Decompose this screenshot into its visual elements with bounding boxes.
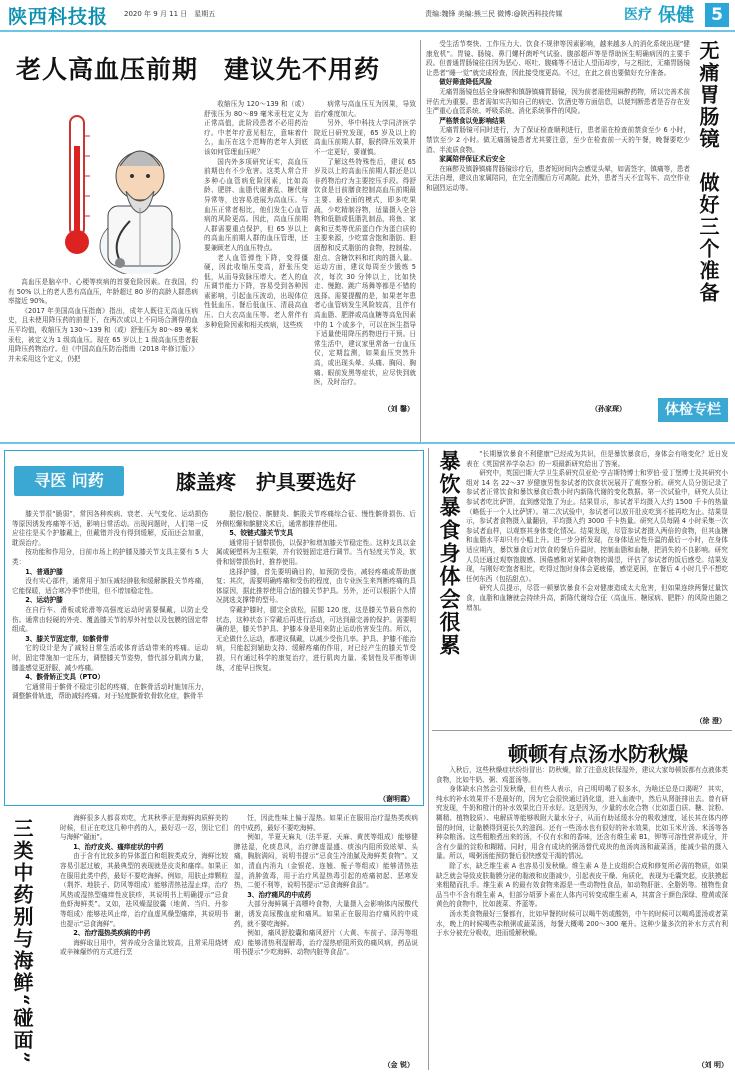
paragraph: 在自行车、滑板或轮滑等高强度运动时需要佩戴，以防止受伤。通常由轻硬的外壳、覆盖膝关节的厚外衬垫以及包膜的固定带组成。	[12, 605, 208, 634]
binge-byline: （徐 澄）	[695, 717, 726, 725]
paragraph: 例如，痛风舒胶囊和痛风舒片（大黄、车前子、泽泻等组成）能够清热利湿解毒，治疗湿热瘀阻所致的痛风病，药品说明书提示“少吃海鲜、动物内脏等食品”。	[234, 929, 418, 957]
paragraph: 没有实心部件，通常用于加压减轻肿胀和缓解髌股关节疼痛，它能保暖，适合寒冷季节使用，但不增加稳定性。	[12, 577, 208, 595]
paragraph: 了解这些特殊性后，建议 65 岁及以上的高血压前期人群还是以非药物治疗为主要控压手段。得舒饮食是目前膳食控制高血压前期最主要、最全面的模式，即多吃果蔬，少吃精制谷物，适量摄入全谷物和低脂或低脂乳制品，将鱼、家禽和豆类等优质蛋白作为蛋白质的主要来源，少吃富含饱和脂肪、胆固醇和反式脂肪的食物，控制盐、甜点、含糖饮料和红肉的摄入量。运动方面，建议每周至少锻炼 5 次，每次 30 分钟以上，比如快走、慢跑、跳广场舞等都是不错的选择。需要提醒的是，如果老年患者心血管病发生风险较高，且伴有高血脂、肥胖或高血糖等高危因素中的 1 个或多个，可以在医生指导下适量使用降压药物进行干预。日常生活中，建议家里常备一台血压仪，定期监测，如果血压突然升高，或出现头晕、头痛、胸闷、胸痛、眼前发黑等症状，应尽快到就医，及时治疗。	[314, 157, 416, 387]
tcm-byline: （金 锐）	[383, 1061, 414, 1069]
paragraph: 它的设计是为了减轻日常生活或体育活动带来的疼痛。运动时，固定带施加一定压力，调整膝关节姿势，替代部分肌肉力量，膝盖感觉更舒服，减少疼痛。	[12, 644, 208, 672]
paragraph: 汤水类食物最好三餐都有，比如早餐的时候可以喝牛奶或酸奶，中午的时候可以喝鸡蛋汤或者菜水，晚上的时候喝些杂粮粥或蔬菜汤，每餐大概喝 200～300 毫升。这种少量多次的补水方式有利于水分被充分吸收，进而缓解秋燥。	[436, 909, 728, 938]
page-number: 5	[705, 3, 729, 27]
section-badge: 保健	[658, 5, 694, 26]
article-divider	[432, 730, 732, 731]
subhead: 3、膝关节固定带，如髌骨带	[25, 634, 109, 643]
soup-headline: 顿顿有点汤水防秋燥	[508, 742, 688, 766]
masthead	[0, 0, 735, 34]
paragraph: 研究人员提示，尽管一顿暴饮暴食不会对健康造成太大危害，但如果连续两餐过量饮食，血脂和血糖就会持续升高，新陈代谢综合征（高血压、糖尿病、肥胖）的风险也随之增加。	[466, 584, 728, 612]
knee-column-tag: 寻医 问药	[14, 466, 124, 496]
paragraph: 无痛胃肠镜可同时进行，为了保证检查顺利进行，患者需在检查前禁食至少 6 小时，禁饮至少 2 小时。做无痛肠镜患者尤其要注意，至少在检查前一天的午餐，晚餐要吃少渣、半流质食物。	[426, 126, 690, 154]
lead-byline: （刘 馨）	[383, 405, 414, 413]
soup-byline: （刘 明）	[697, 1061, 728, 1069]
side-body	[426, 40, 690, 370]
knee-headline: 膝盖疼 护具要选好	[176, 470, 356, 494]
paragraph: 老人血管弹性下降，变得僵硬，因此收缩压变高，舒张压变低，从而导致脉压增大。老人的血压调节能力下降，容易受到各种因素影响，引起血压波动，出现体位性低血压、餐后低血压、清晨高血压、白大衣高血压等。老人常伴有多种危险因素和相关疾病，这些疾	[204, 253, 308, 329]
editor-credit: 责编:魏锋 美编:熊三民 微博:@陕西科技传媒	[425, 10, 563, 18]
paragraph: 收缩压为 120～139 和（或）舒张压为 80～89 毫米汞柱定义为正常高值，此阶段患者不必用药治疗。中老年疗意见相左，意味着什么，血压在这个范畴的老年人到底该如何管理血压呢？	[204, 100, 308, 156]
paragraph: 通常用于韧带损伤，以保护和增加膝关节稳定性。这种支具以金属或硬塑料为主框架，并有铰链固定进行调节。当有轻度关节炎，软骨和韧带损伤时，推荐使用。	[216, 538, 416, 566]
paragraph: 身体缺水自然会引发秋燥，但有些人表示，自己明明喝了很多水，为啥还总是口渴呢？ 其实，纯水的补水效果并不是最好的，因为它会很快通过消化道，进入血液中，然后从肾脏排出去。曾有研究发现，牛奶和橙汁的补水效果比白开水好。这是因为，少量的水化合物（比如蛋白质、糖、淀粉、糊精、植物胶质）、电解质等能够吸附大量水分子，从而有助延缓水分的吸收速度，延长其在体内停留的时间，让黏膜得到更长久的滋润。还有一些汤水也有很好的补水效果，比如玉米片汤、米汤等各种杂粮汤。这些粗粮煮出来的汤，不仅有水和的香味，还含有维生素 B1，钾等可溶性营养成分，并含有少量的淀粉和糊精。同时，用含有成块的粥汤替代成块的鱼汤肉汤和蔬菜汤，能减少盐的摄入量。所以，喝粥汤能预防餐后很快感觉干渴的情况。	[436, 785, 728, 861]
subhead: 3、治疗痛风的中成药	[247, 890, 312, 899]
tcm-col2	[234, 814, 418, 1060]
binge-body	[466, 450, 728, 716]
paragraph: 入秋后，这些秋燥症状纷纷冒出：防秋燥，除了注意皮肤保湿外，建议大家每顿饭都有点液体类食物，比如牛奶、粥、鸡蛋汤等。	[436, 766, 728, 784]
paragraph: 《2017 年美国高血压指南》指出，成年人既往无高血压病史，且未使用降压药的前提下，在两次或以上不同场合测得的血压平均值，收缩压为 130～139 和（或）舒张压为 80～89 毫米汞柱，被定义为 1 级高血压。现在 65 岁以上 1 级高血压患者服用降压药物治疗。但《中国高血压防治指南（2018 年修订版）》并未采用这个定义，仍把	[8, 306, 198, 363]
paragraph: 膝关节很“脆弱”，常因各种疾病、衰老、天气变化、运动损伤等原因诱发疼痛等不适，影响日常活动。出现问题时，人们第一反应往往是买个护膝戴上，但戴错并没有得到缓解，反而还会加重，耽误治疗。	[12, 510, 208, 547]
paragraph: 研究中，英国巴斯大学卫生系研究员亚伦·亨吉斯特博士和罗伯·爱丁堡博士及其研究小组对 14 名 22～37 岁健康男性参试者的饮食状况展开了观察分析。研究人员分别记录了参试者正常饮食和暴饮暴食后数小时内新陈代谢的变化数据。第一次试验中，研究人员让参试者吃比萨饼，直到感觉饱了为止。结果显示，参试者平均摄入大约 1500 千卡的热量（略低于一个人比萨饼）。第二次试验中，参试者可以放开肚皮吃到不能再吃为止。结果显示，参试者食物摄入量翻倍，平均摄入约 3000 千卡热量。研究人员每隔 4 小时采集一次参试者血样，以观察其身体变化情况。结果发现，尽管参试者摄入两倍的食物，但其血糖和血脂水平却只有小幅上升。进一步分析发现，在身体适应性升温的最后一小时，在身体适应期内，暴饮暴食后对饮食的餐后升温时，控制血脂和血糖，把消失的不良影响。研究人员还通过观察饱腹感、困倦感和对某种食物的渴望，评估了参试者的饭后感受。结果发现，与刚好吃饱者相比，吃得过饱时身体会更疲倦，感觉更困，在餐后 4 小时几乎不想吃任何东西（包括甜点）。	[466, 469, 728, 583]
paragraph: 无痛胃肠镜包括全身麻醉和镇静镇痛胃肠镜，因为前者需使用麻醉药物，所以完善术前评估尤为重要。患者需如实告知自己的病史、饮酒史等方面信息，以便判断患者是否存在发生严重心血管系统、呼吸系统、消化系统事件的风险。	[426, 87, 690, 116]
lead-col2	[204, 100, 308, 404]
paragraph: 由于含有比较多的异体蛋白和组胺类成分，海鲜比较容易引起过敏，其最典型的表现就是皮炎和瘙痒。如果正在服用此类中药，最好不要吃海鲜。例如，用肤止痒颗粒（荆芥、地肤子、防风等组成）能够清热祛湿止痒，治疗风热或湿热型瘙痒性皮肤疹，其说明书上明确提示“忌食鱼虾海鲜类”。又如，祛风燥湿胶囊（地黄、当归、丹参等组成）能够祛风止痒，治疗血虚风燥型瘙痒，其说明书也提示“忌食海鲜”。	[60, 852, 228, 928]
paragraph: 饪，因此性味上偏于湿热。如果正在服用治疗湿热类疾病的中成药，最好不要吃海鲜。	[234, 814, 418, 832]
paragraph: 它通常用于髌骨不稳定引起的疼痛，在髌骨活动时施加压力，调整髌骨轨迹，帮助减轻疼痛。对于轻度髌骨软骨软化症，髌骨半	[12, 682, 208, 701]
tcm-headline: 三类中药别与海鲜“碰面”	[10, 818, 34, 1066]
paragraph: 除了水，缺乏维生素 A 也容易引发秋燥。维生素 A 是上皮组织合成和修复所必需的物质，如果缺乏就会导致皮肤黏膜分泌的黏液和皮脂减少，引起表皮干燥、角质化，表现为毛囊突起，皮肤摸起来粗糙而扎手。维生素 A 的最有效食物来源是一些动物性食品，如动物肝脏、全脂奶等。植物性食品当中不含有维生素 A，但部分胡萝卜素在人体内可转变成维生素 A，其富含于颜色深绿、橙黄或深黄色的食物中，比如菠菜、芥蓝等。	[436, 861, 728, 909]
paragraph: 选择护膝，首先要明确目的，如预防受伤，减轻疼痛或帮助康复；其次，需要明确疼痛和受伤的程度，由专业医生来判断疼痛的具体原因，据此推荐使用合适的膝关节护具。另外，还可以根据个人情况挑选支撑带的型号。	[216, 567, 416, 605]
paragraph: 受生活节奏快、工作压力大、饮食不规律等因素影响，越来越多人的消化系统出现“健康危机”。胃镜、肠镜、鼻门螺杆菌呼气试验、腹部超声等是帮助医生明确病因的主要手段。但普通胃肠镜往往因为恶心、呕吐、腹痛等不适让人望而却步，与之相比，无痛胃肠镜让患者“睡一觉”就完成检查，因此接受度更高。不过，在此之前也要做好充分准备。	[426, 40, 690, 77]
side-headline: 无痛胃肠镜 做好三个准备	[696, 40, 720, 304]
side-byline: （孙家琛）	[591, 405, 626, 413]
subhead: 4、髌骨矫正支具（PTO）	[25, 673, 105, 682]
subhead: 2、治疗湿热类疾病的中药	[73, 929, 151, 938]
paragraph: 按功能和作用分，目前市场上的护膝及膝关节支具主要有 5 大类：	[12, 548, 208, 566]
paragraph: 穿戴护膝时，腿完全放松，屈腿 120 度，这是膝关节最自然的状态，这种状态下穿戴后再进行活动，可达到最完善的保护。需要明确的是，膝关节护具、护膝本身是用来防止运动伤害发生的。所以，无论做什么运动，都建议佩戴，以减少受伤几率。护具、护膝不能治病，只能起到辅助支持、缓解疼痛的作用，对已经产生的膝关节受损，只有通过科学的康复治疗，进行肌肉力量、柔韧性及平衡等训练，才能早日恢复。	[216, 605, 416, 672]
section-rule	[0, 442, 735, 444]
subhead: 严格禁食以免影响结果	[439, 116, 506, 125]
knee-col1	[12, 510, 208, 806]
paragraph: “长期暴饮暴食不利健康”已经成为共识，但是暴饮暴食后，身体会有啥变化？近日发表在《英国营养学杂志》的一项最新研究给出了答案。	[466, 450, 728, 468]
subhead: 1、普通护膝	[25, 567, 63, 576]
subhead: 5、铰链式膝关节支具	[229, 529, 294, 538]
paragraph: 大部分海鲜属于高嘌呤食物，大量摄入会影响体内尿酸代谢，诱发高尿酸血症和痛风。如果正在服用治疗痛风的中成药，就不要吃海鲜。	[234, 900, 418, 928]
column-divider	[420, 40, 421, 442]
issue-date: 2020 年 9 月 11 日 星期五	[124, 10, 216, 18]
soup-body	[436, 766, 728, 1058]
subhead: 做好筛查降低风险	[439, 78, 492, 87]
paragraph: 高血压是脑卒中、心梗等疾病的首要危险因素。在我国，约有 50% 以上的老人患有高血压，年龄超过 80 岁的高龄人群患病率接近 90%。	[8, 278, 198, 306]
doctor-illustration	[30, 96, 198, 274]
paragraph: 脱位/脱位、髌腱炎、髌股关节疼痛综合征、慢性髌骨损伤、后外侧松懈和髌腱炎术后，通常都推荐使用。	[216, 510, 416, 528]
lead-col3	[314, 100, 416, 400]
section-label: 医疗	[624, 7, 652, 23]
lead-headline: 老人高血压前期 建议先不用药	[16, 55, 381, 84]
subhead: 家属陪伴保证术后安全	[439, 155, 506, 164]
paragraph: 国内外多项研究证实，高血压前期也有不少危害。这类人常合并多种心血管病危险因素，比如高龄、肥胖、血脂代谢紊乱、糖代谢异常等，也容易进展为高血压。与血压正常者相比，他们发生心血管病的风险更高。因此，高血压前期人群需要重点保护，但 65 岁以上的高血压前期人群的血压管理，还要兼顾老人的血压特点。	[204, 157, 308, 252]
masthead-rule	[0, 30, 735, 32]
subhead: 2、运动护膝	[25, 596, 63, 605]
paragraph: 另外，华中科技大学同济医学院近日研究发现，65 岁及以上的高血压前期人群，服药降压效果并不一定更好，要谨慎。	[314, 119, 416, 156]
lead-col1	[8, 278, 198, 404]
paragraph: 病常与高血压互为因果，导致治疗难度加大。	[314, 100, 416, 118]
paragraph: 在麻醉及镇静镇痛胃肠镜诊疗后，患者短时间内会感觉头晕，如需签字，镇痛等，患者无法自理，建议由家属陪同，在完全清醒后方可离院。此外，患者当天不宜驾车、高空作业和剧烈运动等。	[426, 164, 690, 192]
knee-col2	[216, 510, 416, 796]
tcm-col1	[60, 814, 228, 1072]
paragraph: 例如，半夏天麻丸（法半夏、天麻、黄芪等组成）能够健脾祛湿，化痰息风，治疗脾虚湿盛、痰浊内阻所致眩晕、头痛，胸脘满闷，说明书提示“忌食生冷油腻及海鲜类食物”。又如，清血内消丸（金银花、连翘、栀子等组成）能够清热祛湿，消肿敛毒，用于治疗风湿热毒引起的疮痛初起、恶寒发热，二便不利等，说明书提示“忌食海鲜食品”。	[234, 833, 418, 890]
side-column-tag: 体检专栏	[658, 398, 728, 422]
knee-byline: （谢明霞）	[379, 795, 414, 803]
paper-title: 陕西科技报	[8, 6, 109, 28]
subhead: 1、治疗皮炎、瘙痒症状的中药	[73, 842, 164, 851]
column-divider	[428, 448, 429, 1070]
paragraph: 海鲜很多人都喜欢吃，尤其秋季正是海鲜肉质鲜美的时候，但正在吃这几种中药的人，最好忍一忍，别让它们与海鲜“碰面”。	[60, 814, 228, 842]
binge-headline: 暴饮暴食身体会很累	[437, 450, 462, 657]
paragraph: 海鲜取日用中，营养成分含量比较高，且常采用烧烤或辛辣爆炒的方式进行烹	[60, 938, 228, 957]
